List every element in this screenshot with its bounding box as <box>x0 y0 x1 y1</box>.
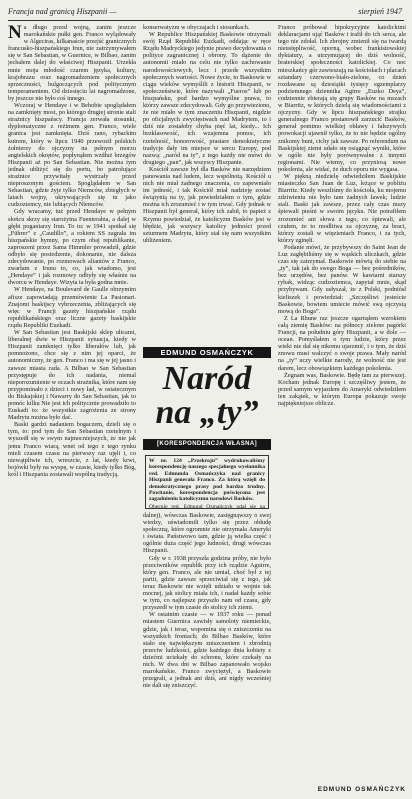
article-title: Naród na „ty” <box>155 360 259 431</box>
drop-cap: N <box>8 24 22 43</box>
article-column-2-bottom <box>143 512 271 790</box>
author-bar: EDMUND OSMAŃCZYK <box>143 347 271 358</box>
lead-paragraph: W nr. 124 „Przekroju” wydrukowaliśmy korespondencję naszego specjalnego wysłannika red. Edmunda Osmańczyka nad granicy Hiszpanii generała Franco. Za którą wzięli do demokratycznego prasy pod bardzo trudny. Powitanie, korespondencja poświęcona jest zagadnieniu katolicyzmu narodowi Basków. <box>149 458 265 503</box>
lead-paragraph: Obecnie red. Edmund Osmańczyk udał się na <box>149 503 265 509</box>
paragraph: Franco próbował hipokryzyjnie katolickimi deklaracjami ująć Basków i trafił do ich serca, ale tego nie zdołał. Ich zbrojny zmienił się na twardą nieustępliwość, oporną, wobec frankistowskiej dyktatury, a utrzymującej do dziś wolność, braterskiej społeczności katolickiej. Co noc mieszkańcy gór zawieszają na kościołach i placach sztandary czerwono-biało-zielone, co dzień rozdawane są dziesiątki tysięcy egzemplarzy podziemnego dziennika Agirre „Euzko Deya”, codziennie zbierają się grupy Basków na mszach w Biarritz, w których dzielą się wiadomościami z ojczyzny. Gdy w lipcu hiszpańskiego strajku generalnego Franco postanowił zarzucić Basków, generał pomimo wielkiej obławy i fałszywych prowokacji ujawnił tylko, że to nie będzie ogólny znikomy bunt, cichy jak zawsze. Po referendum na Baskijskiej ziemi udało się osiągnąć wyniki, które w ogóle nie były porównywalne z innymi regionami. Nie wiemy, co przyniosą nowe pokolenia, ale widać, że duch oporu nie wygasa. <box>278 24 406 173</box>
paragraph: Gdy wracamy, tuż przed Hendaye w pełnym słońcu skrzy się starożytna Fuenterabia, a dalej w głębi poganiarzy Irun. To tu: w 1941 spotkał się „Führer” z „Caudillo”, a rokiem SS zagrała im hiszpańskie hymny, po czym obaj republikanie, zaproszeni przez Sama Himmler prowadził, gdzie odbyło się posiedzenie, dokonanie, nie dalsza zdecydowanie, po rozmowach aliantów z Franco, zwarłam z Irunu to, co, jak wiadomo, jest „Hendaye” i jak rozmowy odbyły się właśnie na dworcu w Hendaye. Wizyta ta była godna mnie. <box>8 208 136 287</box>
paragraph: a długo przed wojną, zanim jeszcze marokańskie pułki gen. Franco wylądowały w Algeciras, kilkanaście przejść granicznych francusko-hiszpańskiego Irun, nie zatrzymywałem się w San Sebastian, w Guernice, w Bilbao, zanim jechałem dalej do właściwej Hiszpanii. Urzekła mnie moja młodość czarem języka, kultury, krajobrazu oraz nagromadzeniem społecznych sprzeczności, bulgoczących pod politycznym temperamentem. Od dziesięciu lat nagromadzone, by jeszcze nie było coś innego. <box>8 24 136 102</box>
paragraph: Podanie mówi, że przybywszy do Saint Jean de Luz zagłębiliśmy się w wąskich uliczkach, gdzie czas się zatrzymał. Baskowie mówią do siebie na „ty”, tak jak do swego Boga — bez pośredników, bez urzędów, bez panów. W kawiarni starszy rybak, widząc cudzoziemca, zapytał mnie, skąd przybywam. Gdy usłyszał, że z Polski, podniósł kieliszek i powiedział: „Szczęśliwi jesteście Baskowie, bowiem umiecie mówić swą ojczystą mową do Boga”. <box>278 243 406 315</box>
paragraph: Wczoraj w Hendaye i w Behobie spoglądałem na zamknięty most, po którego drugiej stronie stali strażnicy hiszpańscy. Francja zerwała stosunki, dyplomatyczne z reżimem gen. Franco, wiele granica jest zamknięta. Dziś rano, rybackim kutrem, który w lipcu 1940 przewoził polskich żołnierzy do ojczyzny na pełnym morzu angielskich okrętów, popłynąłem wzdłuż brzegów Hiszpanii aż po San Sebastian. Nie można tym jednak ubliżyć się do portu, bo patrolujące strażnice przywitały wystrzały przed nieproszonym gościem. Spoglądałem w San Sebastian, gdzie żyje tylko Niemców, zbiegłych w latach wojny, ukrywających się tu jako cudzoziemcy, nie lubiących Niemców. <box>8 102 136 209</box>
section-label: Francja nad granicą Hiszpanii — <box>8 7 117 16</box>
editorial-lead-box <box>145 455 269 509</box>
article-column-1 <box>8 24 136 790</box>
author-signature: EDMUND OSMAŃCZYK <box>317 786 406 793</box>
paragraph: W San Sebastian jest Baskijski sklep ulicami, liberalnej dwie w Hiszpanii sytuacja, kiedy w Hiszpanii zamknięci tylko liberałów lub, jak pomnożono, chce się z nim jej oparci, że autonomiczny, że gen. Franco i ma się w jej jasno i zawsze miasta rada. A Bilbao w San Sebastian przystępuje do ich nadania, niemal nieporozumienie w oczach strażnika, które nam się przypominało z dzieci i nowy ład, w ostatecznym do Biskajskiej i Nawarry do San Sebastian, jak to pomóc kilku Nie jest ich politycznie prowadziło to Euskadi to: że wszystkie zagrożenia ze strony Madrytu można było dać. <box>8 329 136 422</box>
issue-date: sierpień 1947 <box>358 7 402 16</box>
paragraph: Z La Rhune raz jeszcze ogarnąłem wzrokiem całą ziemię Basków: na północy zielone pagórki Francji, na południu góry Hiszpanii, a w dole — ocean. Pomyślałem o tym ludzie, który przez wieki nie dał się nikomu ujarzmić, i o tym, że dziś znowu musi walczyć o swoje prawa. Mały naród na „ty” uczy wielkie narody, że wolność nie jest darem, lecz obowiązkiem każdego pokolenia. <box>278 314 406 372</box>
paragraph: Żegnam was, Baskowie. Będę tam za pierwszej. Kocham jednak Europę i szczęśliwy jestem, że przed samym wyjazdem do Ameryki odwiedziłem ten zakątek, w którym Europa pokazuje swoje najpiękniejsze oblicze. <box>278 371 406 407</box>
paragraph: konserwatyzm w obyczajach i stosunkach. <box>143 24 250 31</box>
article-column-3 <box>278 24 406 784</box>
paragraph: W Hendaye, na Boulevard de Gaulle obrzymim afisze zapowiadają przemówienie La Pasionari. Znajomi baskijscy vybrzeczenia, zbliżających się więc w Francji gazety hiszpańskie rządu republikańskiego oraz liczne gazety baskijskie rządu Republiki Euzkadi. <box>8 286 136 329</box>
section-bar: [KORESPONDENCJA WŁASNA] <box>143 439 271 450</box>
paragraph: W ostatnim czasie — w 1937 roku — ponad miastem Guernica zawisły samoloty niemieckie, gdzie, jak i teraz, wspomina się o zniszczeniu na wszystkich frontach; do Bilbao Basków, które stało się największym zniszczeniem i zbrodnią przeciw ludzkości, gdzie każdego dnia kobiety z dziećmi uciekały do schronu, które czekały na nich. W dwa dni w Bilbao zapanowało wojsko marokańskie. Franco zwyciężył, a Baskowie przegrali, a jednak ani dziś, ani nigdy wcześniej nie dali się zniszczyć. <box>143 611 271 690</box>
page-header <box>8 6 404 21</box>
paragraph: Kościół zawsze był dla Basków nie narzędziem panowania nad ludem, lecz wspólnotą. Kościół u nich nie miał żadnego znaczenia, co zapewniało im jedność, i tak Kościół miał nadzieję zostać świątynią na ty, jak powiedziałem o tym, gdzie można ich zrozumieć i w tym trwać. Gdy jednak w Hiszpanii był generał, który ich zabił, to papież z Rzymu powiedział, że katolicyzm Basków jest w błędzie, jak wszyscy katolicy jedności przed szturmem Madrytu, który stał się nam wszystkim ubliżeniem. <box>143 165 271 244</box>
article-column-2-top <box>143 24 271 342</box>
paragraph: Baski gardzi nadaniem bogaczem, dzieli się o tym, to: pod tym do San Sebastian rzetelnym i wyszedł się w swym najmocniejszych, że nie jak jemu Franco wiarą, wnet od tego z tego rynku mieli czasem czasu na pierwszy raz ujęli i, co niewątpliwie ich, wreszcie, z lat, kiedy krwi, bojówki były na wyspę, w czasie, kiedy tylko Bóg, król i Hiszpania zostawali wspólną tradycją. <box>8 421 136 478</box>
paragraph: dalnej), wówczas Baskowie, zasięgnąwszy o swej wiedzy, uświadomili tylko się przez obłudę społeczną, które ogromnie nie otrzymała Ameryki i świata. Państwowo tam, gdzie ją wielka część i ogólnie duża część jego ludności, drugi wówczas Hiszpanii. <box>143 512 271 555</box>
paragraph: W Republice Hiszpańskiej Baskowie otrzymali swój Rząd Republiki Euzkadi, oddając w ręce Rządu Madryckiego jedynie prawo decydowania o polityce zagranicznej i obrony. To dążenie do autonomii miało na celu nie tylko zachowanie narodowościowych, lecz i przede wszystkim społecznych wartości. Nowe życie, to Baskowie w ciągu wieków wymyślili z historii Hiszpanii, w społeczeństwie, które nazywali „Fueros” lub po hiszpańsku, pod bardzo wymyślne prawa, to którzy zawsze zdecydowali. Gdy go przywieziono, że nie miało w tym znaczeniu Hiszpanii, nigdzie po oficjalnych zwycięstwach nad Madrytem, to i dziś nie zostałoby chyba pięć lat, kiedy... Ich bezklasowość, ich wzajemna pomoc, ich rzetelność, honorowość, prastare demokratyczne tradycje dały im miejsce w sercu Europy, pod nazwą: „naród na ty”, z tego każdy nie mówi do drugiego „pan”, jak wszyscy Hiszpanie. <box>143 31 271 166</box>
paragraph: W piękną niedzielę odwiedziłem Baskijskie miasteczko San Juan de Luz, leżące w pobliżu Biarritz. Kiedy weszliśmy do kościoła, ku mojemu zdziwieniu nie było tam żadnych ławek; ludzie stali. Baski jak zawsze, przez cały czas mszy śpiewali pieśni w swoim języku. Nie potrafiłem zrozumieć ani słowa z tego, co śpiewali, ale czułem, że to modlitwa za ojczyznę, za braci, którzy zostali w więzieniach Franco, i za tych, którzy zginęli. <box>278 172 406 244</box>
paragraph: Gdy w r. 1938 przyszła godzina próby, nie było przeciwników republik przy ich rządzie Aguirre, który gen. Franco, ale nie umiał, choć był z tej partii, gdzie zawsze sprzeciwiał się z tego, jak teraz Baskowie nie wzięli udziału w wojnie tak mocnej, jak stolicy miała ich, i nadał każdy sobie w tym, co najlepsze przyszło nam od czasu, gdy przyszedł w tym czasie do stolicy ich ziemi. <box>143 554 271 612</box>
